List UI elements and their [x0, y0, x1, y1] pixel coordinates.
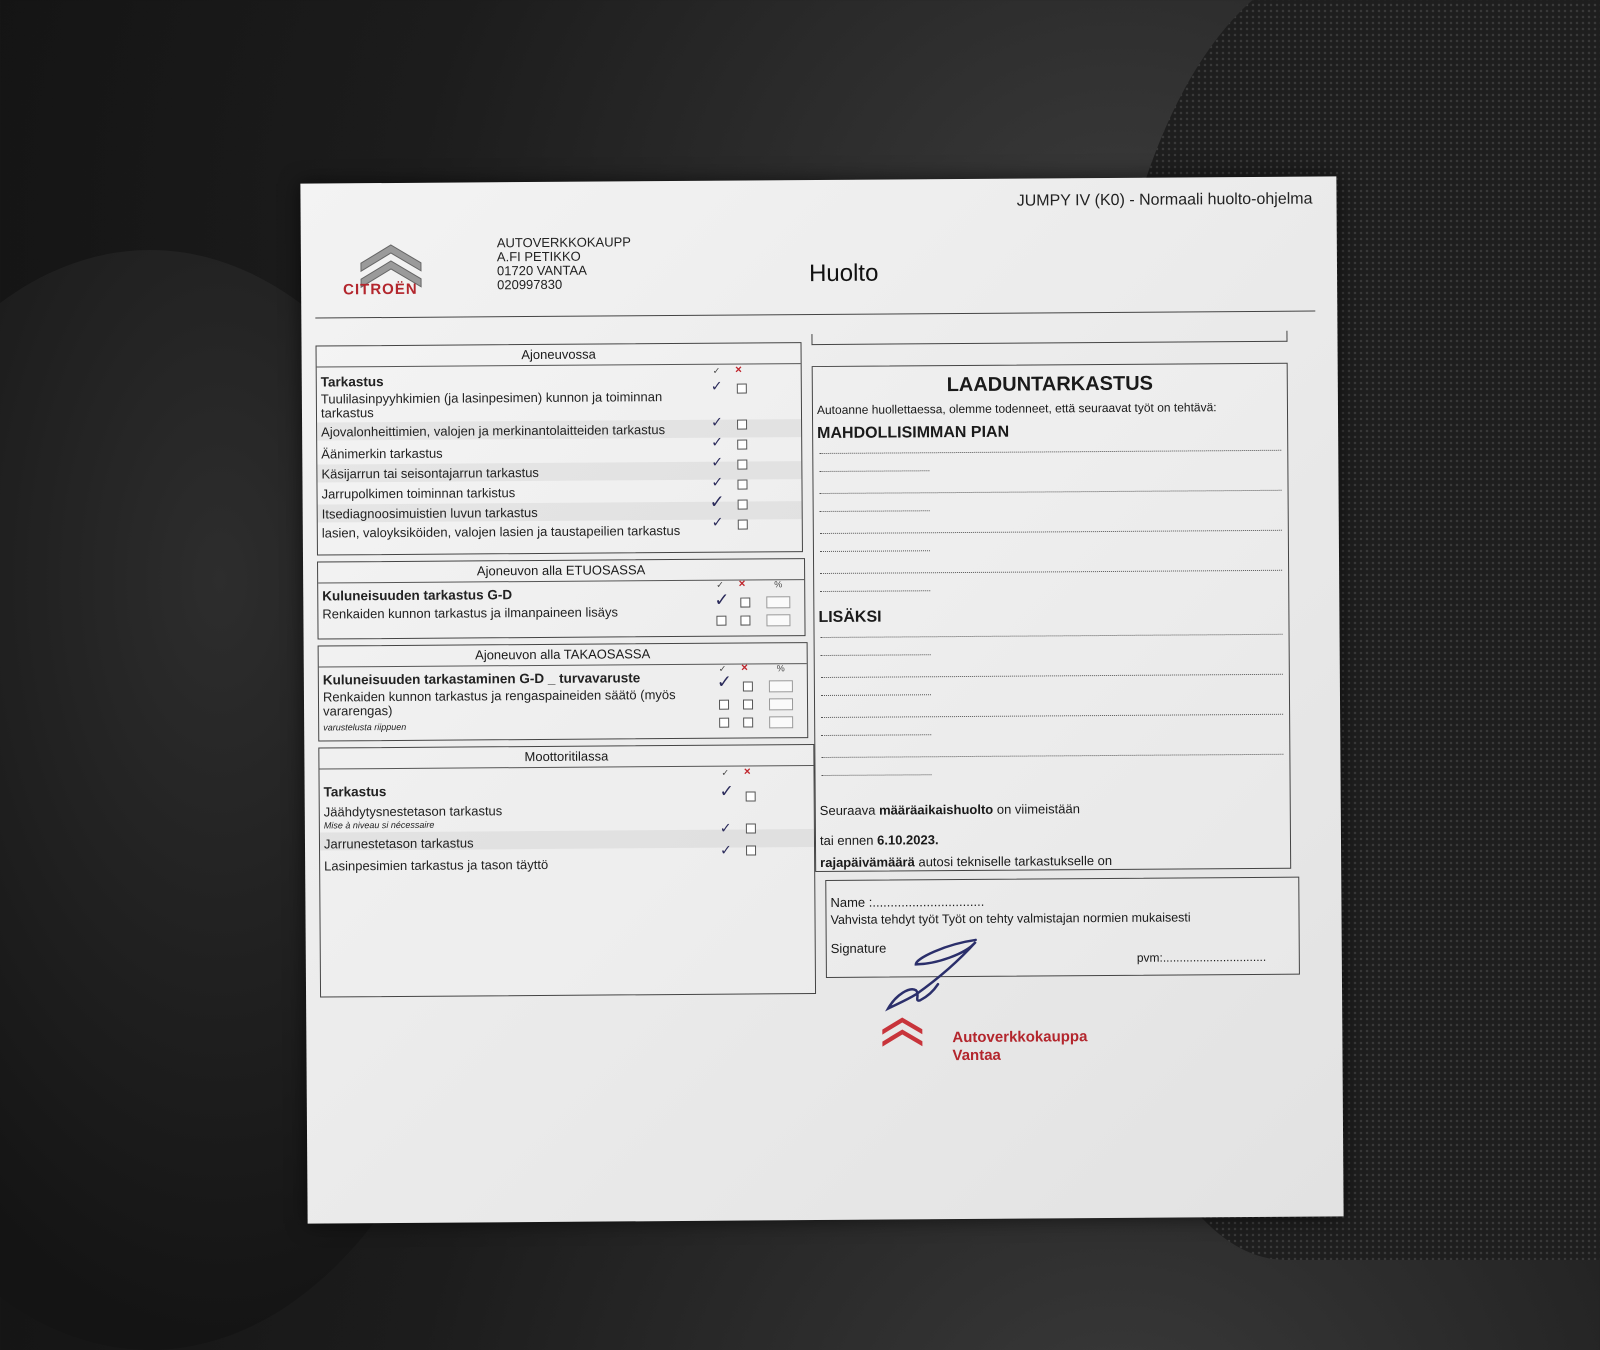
asap-heading: MAHDOLLISIMMAN PIAN [817, 423, 1010, 443]
dotted-line[interactable] [820, 510, 930, 512]
deadline-label: rajapäivämäärä [820, 854, 915, 871]
section-heading: Tarkastus [323, 784, 387, 800]
name-field[interactable]: Name :............................... [830, 893, 985, 910]
checkmark-icon: ✓ [711, 453, 724, 470]
dealer-line: 01720 VANTAA [496, 262, 587, 279]
check-item: Käsijarrun tai seisontajarrun tarkastus [321, 464, 539, 482]
checkbox[interactable] [740, 615, 750, 625]
dotted-line[interactable] [820, 530, 1282, 534]
checkmark-icon: ✓ [719, 819, 732, 836]
checkbox[interactable] [737, 460, 747, 470]
footnote: Mise à niveau si nécessaire [323, 819, 435, 831]
section-title: Ajoneuvon alla TAKAOSASSA [319, 643, 807, 667]
quality-intro: Autoanne huollettaessa, olemme todenneet, että seuraavat työt on tehtävä: [816, 400, 1217, 418]
checkbox[interactable] [743, 681, 753, 691]
date-field[interactable]: pvm:............................... [1136, 949, 1267, 965]
check-item: Jarrupolkimen toiminnan tarkistus [321, 485, 516, 502]
check-item: Renkaiden kunnon tarkastus ja ilmanpaineen lisäys [322, 604, 619, 622]
dealer-stamp [952, 1028, 1087, 1065]
dotted-line[interactable] [820, 590, 930, 592]
checkbox[interactable] [743, 717, 753, 727]
dotted-line[interactable] [821, 674, 1283, 678]
checkbox[interactable] [740, 597, 750, 607]
checkbox[interactable] [746, 823, 756, 833]
next-service-suffix: on viimeistään [996, 801, 1080, 817]
dealer-line: 020997830 [497, 276, 563, 293]
inspection-deadline-text [820, 853, 1112, 870]
dealer-address [497, 235, 632, 292]
not-ok-column-header: ✕ [734, 364, 743, 375]
checkmark-icon: ✓ [716, 671, 733, 692]
checkbox[interactable] [716, 616, 726, 626]
service-date: 6.10.2023. [877, 832, 939, 848]
dotted-line[interactable] [820, 490, 1282, 494]
section-title: Ajoneuvon alla ETUOSASSA [318, 559, 804, 583]
check-item: lasien, valoyksiköiden, valojen lasien ja taustapeilien tarkastus [321, 522, 681, 541]
not-ok-column-header: ✕ [738, 578, 746, 589]
field-box[interactable] [811, 331, 1287, 345]
section-title: Ajoneuvossa [317, 343, 801, 367]
section-heading: Kuluneisuuden tarkastus G-D [322, 587, 513, 604]
deadline-suffix: autosi tekniselle tarkastukselle on [918, 852, 1113, 870]
dotted-line[interactable] [821, 634, 1283, 638]
percent-field[interactable] [766, 596, 790, 608]
check-item: Itsediagnoosimuistien luvun tarkastus [321, 504, 538, 522]
check-item: Äänimerkin tarkastus [321, 445, 443, 462]
checkbox[interactable] [738, 520, 748, 530]
check-item: Tuulilasinpyyhkimien (ja lasinpesimen) kunnon ja toiminnan tarkastus [320, 389, 663, 421]
dotted-line[interactable] [819, 470, 929, 472]
checkbox[interactable] [746, 845, 756, 855]
dotted-line[interactable] [821, 694, 931, 696]
percent-column-header: % [774, 579, 783, 590]
additional-heading: LISÄKSI [818, 608, 882, 627]
next-service-bold: määräaikaishuolto [878, 801, 994, 818]
checkbox[interactable] [743, 699, 753, 709]
section-heading: Tarkastus [320, 374, 384, 390]
checkbox[interactable] [737, 384, 747, 394]
or-before-label: tai ennen [819, 832, 874, 849]
handwritten-signature-icon [876, 934, 1007, 1015]
checkbox[interactable] [746, 791, 756, 801]
ok-column-header: ✓ [718, 663, 727, 674]
checkmark-icon: ✓ [710, 413, 723, 430]
percent-column-header: % [776, 663, 785, 674]
service-document [300, 176, 1343, 1223]
checkmark-icon: ✓ [719, 841, 732, 858]
ok-column-header: ✓ [721, 767, 730, 778]
dotted-line[interactable] [821, 714, 1283, 718]
checkmark-icon: ✓ [711, 513, 724, 530]
check-item: Renkaiden kunnon tarkastus ja rengaspaineiden säätö (myös vararengas) [322, 687, 676, 719]
percent-field[interactable] [766, 614, 790, 626]
dotted-line[interactable] [821, 754, 1283, 758]
checkbox[interactable] [737, 420, 747, 430]
stamp-logo-icon [872, 1007, 932, 1057]
checkmark-icon: ✓ [714, 589, 730, 610]
dotted-line[interactable] [820, 550, 930, 552]
section-moottoritilassa [318, 744, 816, 997]
ok-column-header: ✓ [716, 579, 724, 590]
stamp-line: Vantaa [952, 1046, 1001, 1065]
check-item: Lasinpesimien tarkastus ja tason täyttö [324, 856, 549, 874]
dealer-line: AUTOVERKKOKAUPP [496, 234, 631, 251]
checkmark-icon: ✓ [709, 491, 725, 512]
checkmark-icon: ✓ [719, 781, 734, 801]
percent-field[interactable] [769, 698, 793, 710]
percent-field[interactable] [769, 716, 793, 728]
checkbox[interactable] [719, 718, 729, 728]
dotted-line[interactable] [821, 734, 931, 736]
section-title: Moottoritilassa [319, 745, 813, 769]
percent-field[interactable] [769, 680, 793, 692]
quality-control-box [812, 363, 1292, 872]
check-item: Jarrunestetason tarkastus [323, 835, 474, 852]
page-title: Huolto [808, 259, 879, 288]
checkbox[interactable] [738, 500, 748, 510]
stamp-line: Autoverkkokauppa [952, 1028, 1088, 1047]
next-service-word: Seuraava [819, 802, 876, 819]
quality-title: LAADUNTARKASTUS [946, 372, 1154, 397]
next-service-text [820, 801, 1080, 818]
checkmark-icon: ✓ [711, 473, 724, 490]
checkbox[interactable] [737, 480, 747, 490]
service-date-text [820, 832, 939, 848]
service-program: JUMPY IV (K0) - Normaali huolto-ohjelma [1016, 190, 1313, 210]
confirmation-statement: Vahvista tehdyt työt Työt on tehty valmistajan normien mukaisesti [830, 910, 1191, 927]
not-ok-column-header: ✕ [743, 766, 752, 777]
dotted-line[interactable] [819, 450, 1281, 454]
ok-column-header: ✓ [712, 365, 721, 376]
brand-wordmark: CITROËN [343, 280, 418, 299]
dotted-line[interactable] [822, 774, 932, 776]
dotted-line[interactable] [821, 654, 931, 656]
check-item: Ajovalonheittimien, valojen ja merkinantolaitteiden tarkastus [321, 422, 666, 440]
section-takaosassa [318, 642, 809, 741]
section-heading: Kuluneisuuden tarkastaminen G-D _ turvavaruste [322, 670, 641, 688]
section-ajoneuvossa [316, 342, 803, 555]
section-etuosassa [317, 558, 806, 639]
not-ok-column-header: ✕ [740, 662, 749, 673]
checkmark-icon: ✓ [711, 433, 723, 450]
footnote: varustelusta riippuen [323, 721, 407, 733]
checkmark-icon: ✓ [710, 377, 723, 394]
checkbox[interactable] [737, 440, 747, 450]
dealer-line: A.FI PETIKKO [496, 248, 581, 265]
check-item: Jäähdytysnestetason tarkastus [323, 803, 503, 820]
checkbox[interactable] [719, 700, 729, 710]
signature-label: Signature [830, 940, 887, 956]
header-divider [315, 311, 1315, 319]
dotted-line[interactable] [820, 570, 1282, 574]
